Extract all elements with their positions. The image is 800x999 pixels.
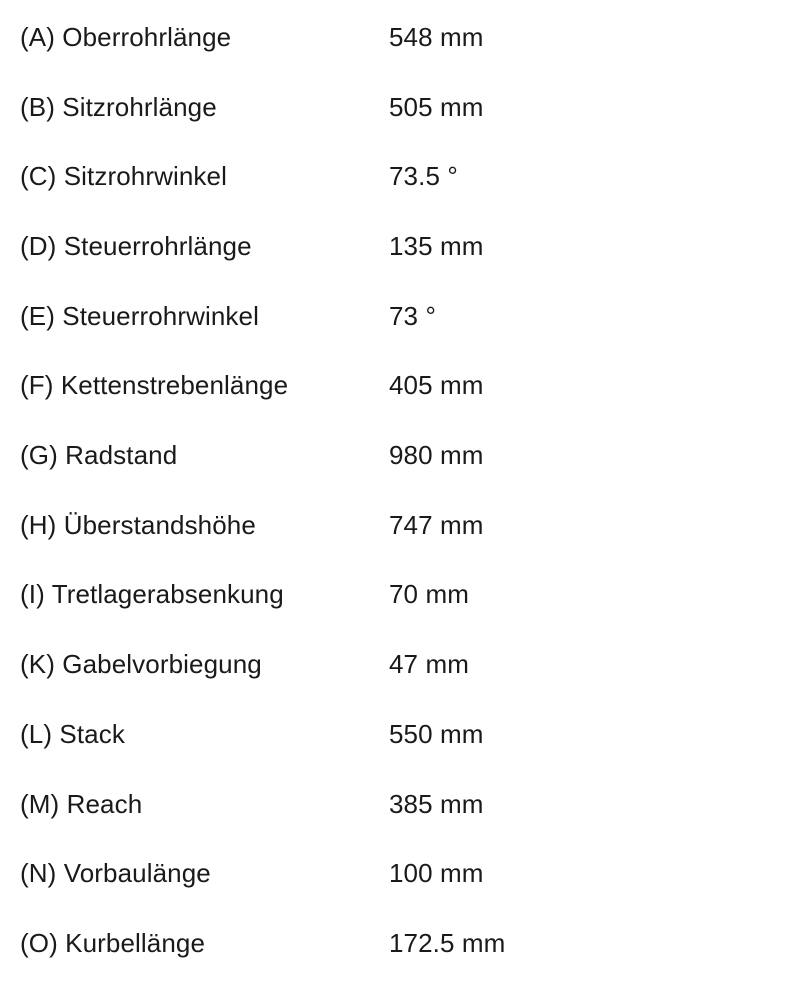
- row-value: 47 mm: [389, 648, 469, 679]
- row-label: (O) Kurbellänge: [20, 927, 206, 958]
- table-row: [0, 7, 800, 67]
- row-label: (M) Reach: [20, 788, 143, 819]
- row-label: (G) Radstand: [20, 439, 178, 470]
- row-label: (I) Tretlagerabsenkung: [20, 578, 284, 609]
- row-value: 135 mm: [389, 230, 484, 261]
- table-row: [0, 425, 800, 485]
- row-value: 73.5 °: [389, 160, 458, 191]
- row-value: 405 mm: [389, 369, 484, 400]
- row-value: 100 mm: [389, 857, 484, 888]
- row-label: (D) Steuerrohrlänge: [20, 230, 252, 261]
- row-label: (N) Vorbaulänge: [20, 857, 211, 888]
- row-value: 550 mm: [389, 718, 484, 749]
- table-row: [0, 286, 800, 346]
- table-row: [0, 843, 800, 903]
- table-row: [0, 913, 800, 973]
- row-value: 548 mm: [389, 21, 484, 52]
- table-row: [0, 355, 800, 415]
- row-label: (A) Oberrohrlänge: [20, 21, 232, 52]
- row-value: 505 mm: [389, 91, 484, 122]
- row-label: (L) Stack: [20, 718, 125, 749]
- table-row: [0, 634, 800, 694]
- row-label: (B) Sitzrohrlänge: [20, 91, 217, 122]
- row-value: 70 mm: [389, 578, 469, 609]
- row-label: (K) Gabelvorbiegung: [20, 648, 262, 679]
- table-row: [0, 564, 800, 624]
- row-label: (E) Steuerrohrwinkel: [20, 300, 259, 331]
- row-label: (F) Kettenstrebenlänge: [20, 369, 289, 400]
- table-row: [0, 146, 800, 206]
- row-value: 385 mm: [389, 788, 484, 819]
- row-value: 747 mm: [389, 509, 484, 540]
- table-row: [0, 77, 800, 137]
- row-value: 980 mm: [389, 439, 484, 470]
- table-row: [0, 216, 800, 276]
- row-label: (H) Überstandshöhe: [20, 509, 256, 540]
- row-label: (C) Sitzrohrwinkel: [20, 160, 227, 191]
- row-value: 73 °: [389, 300, 436, 331]
- row-value: 172.5 mm: [389, 927, 506, 958]
- table-row: [0, 704, 800, 764]
- table-row: [0, 774, 800, 834]
- table-row: [0, 495, 800, 555]
